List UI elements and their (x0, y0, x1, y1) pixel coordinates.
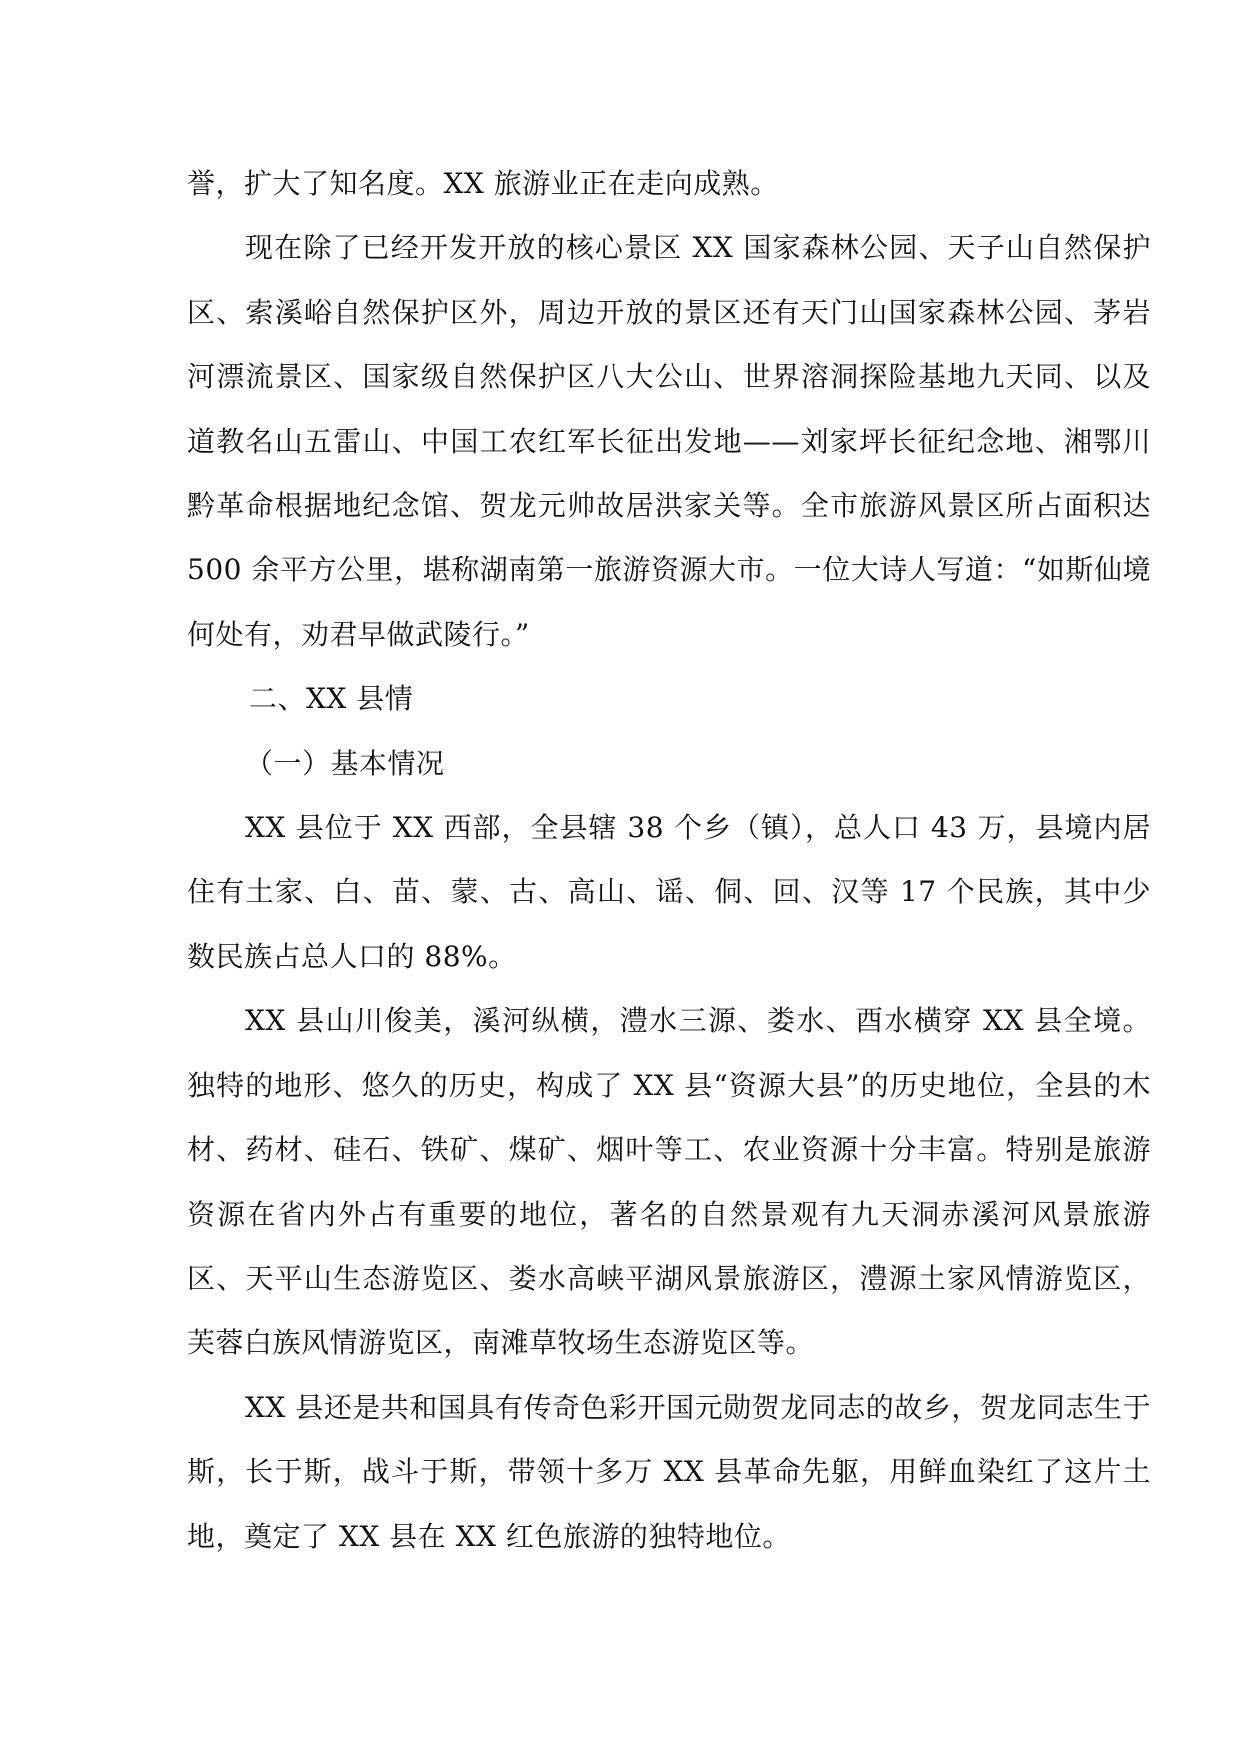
paragraph-resources: XX 县山川俊美，溪河纵横，澧水三源、娄水、酉水横穿 XX 县全境。独特的地形、悠久的历史，构成了 XX 县“资源大县”的历史地位，全县的木材、药材、硅石、铁矿、煤矿、烟叶等工、农业资源十分丰富。特别是旅游资源在省内外占有重要的地位，著名的自然景观有九天洞赤溪河风景旅游区、天平山生态游览区、娄水高峡平湖风景旅游区，澧源土家风情游览区，芙蓉白族风情游览区，南滩草牧场生态游览区等。 (187, 1004, 1151, 1360)
section-heading: 二、XX 县情 (249, 682, 414, 716)
document-body (187, 152, 1151, 1569)
paragraph-basic-info: XX 县位于 XX 西部，全县辖 38 个乡（镇），总人口 43 万，县境内居住有土家、白、苗、蒙、古、高山、谣、侗、回、汉等 17 个民族，其中少数民族占总人口的 88%。 (187, 811, 1151, 973)
subsection-heading: （一）基本情况 (245, 746, 445, 780)
paragraph-continuation: 誉，扩大了知名度。XX 旅游业正在走向成熟。 (187, 167, 779, 200)
paragraph-history: XX 县还是共和国具有传奇色彩开国元勋贺龙同志的故乡，贺龙同志生于斯，长于斯，战斗于斯，带领十多万 XX 县革命先躯，用鲜血染红了这片土地，奠定了 XX 县在 XX 红色旅游的独特地位。 (187, 1390, 1151, 1553)
paragraph-scenic-areas: 现在除了已经开发开放的核心景区 XX 国家森林公园、天子山自然保护区、索溪峪自然保护区外，周边开放的景区还有天门山国家森林公园、茅岩河漂流景区、国家级自然保护区八大公山、世界溶洞探险基地九天同、以及道教名山五雷山、中国工农红军长征出发地——刘家坪长征纪念地、湘鄂川黔革命根据地纪念馆、贺龙元帅故居洪家关等。全市旅游风景区所占面积达 500 余平方公里，堪称湖南第一旅游资源大市。一位大诗人写道：“如斯仙境何处有，劝君早做武陵行。” (187, 231, 1151, 651)
